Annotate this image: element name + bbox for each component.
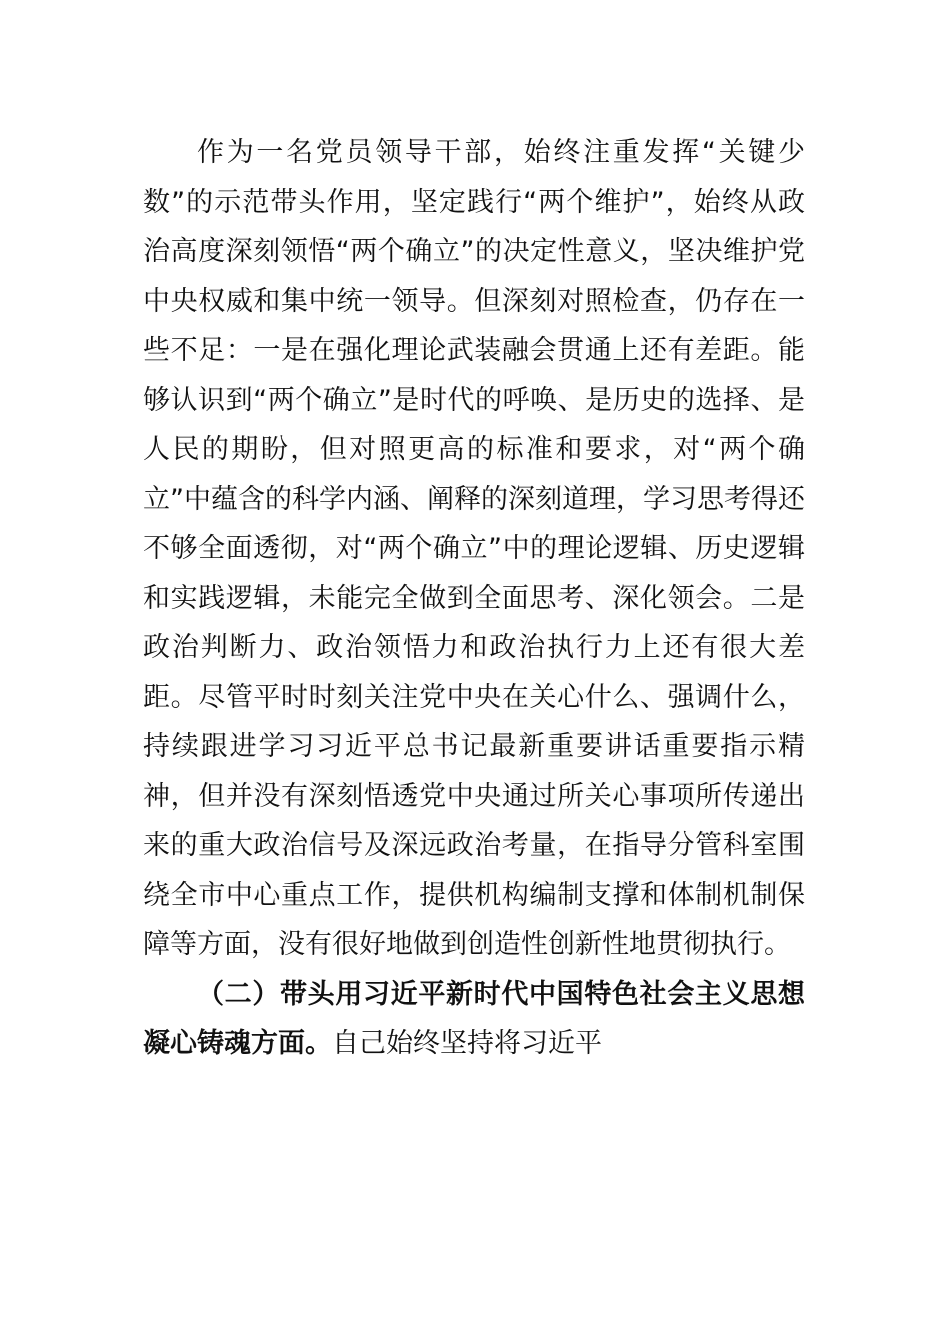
document-body: [143, 128, 805, 1069]
paragraph-2: [143, 970, 805, 1069]
section-heading: （二）带头用习近平新时代中国特色社会主义思想凝心铸魂方面。: [143, 978, 805, 1059]
paragraph-2-text: 自己始终坚持将习近平: [332, 1028, 602, 1059]
paragraph-1: 作为一名党员领导干部，始终注重发挥“关键少数”的示范带头作用，坚定践行“两个维护”，始终从政治高度深刻领悟“两个确立”的决定性意义，坚决维护党中央权威和集中统一领导。但深刻对照检查，仍存在一些不足：一是在强化理论武装融会贯通上还有差距。能够认识到“两个确立”是时代的呼唤、是历史的选择、是人民的期盼，但对照更高的标准和要求，对“两个确立”中蕴含的科学内涵、阐释的深刻道理，学习思考得还不够全面透彻，对“两个确立”中的理论逻辑、历史逻辑和实践逻辑，未能完全做到全面思考、深化领会。二是政治判断力、政治领悟力和政治执行力上还有很大差距。尽管平时时刻关注党中央在关心什么、强调什么，持续跟进学习习近平总书记最新重要讲话重要指示精神，但并没有深刻悟透党中央通过所关心事项所传递出来的重大政治信号及深远政治考量，在指导分管科室围绕全市中心重点工作，提供机构编制支撑和体制机制保障等方面，没有很好地做到创造性创新性地贯彻执行。: [143, 137, 805, 960]
